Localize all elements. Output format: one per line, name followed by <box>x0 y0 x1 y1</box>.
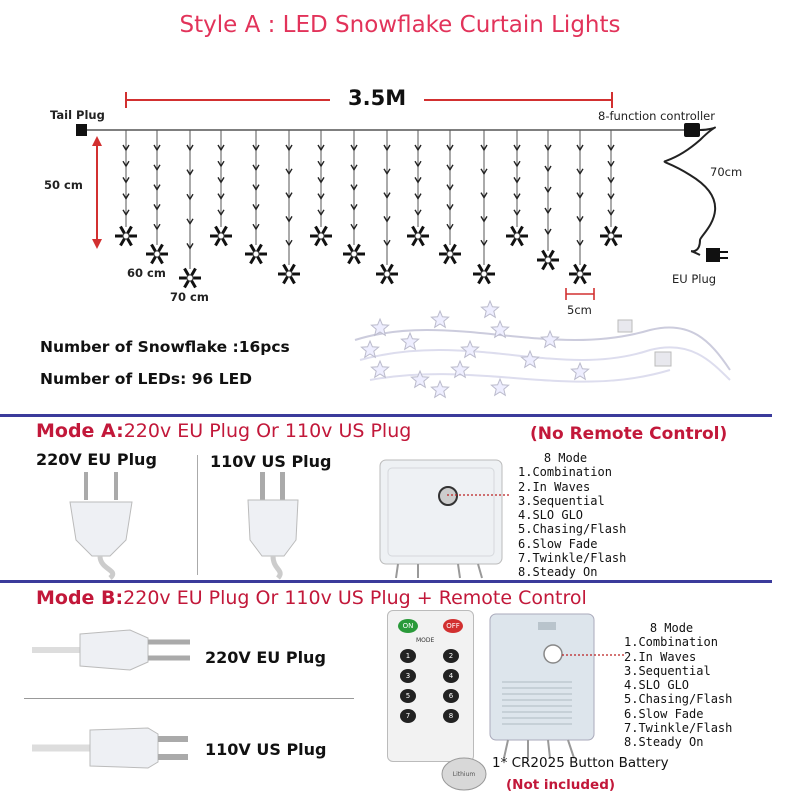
mode-b-item: 5.Chasing/Flash <box>624 692 733 707</box>
remote-key: 7 <box>400 709 416 723</box>
mode-b-eu-label: 220V EU Plug <box>205 648 326 667</box>
snowflake-icon <box>506 226 528 245</box>
mode-a-list-heading: 8 Mode <box>543 451 588 465</box>
remote-key: 1 <box>400 649 416 663</box>
mode-b-item: 3.Sequential <box>624 663 711 678</box>
remote-key: 5 <box>400 689 416 703</box>
star-light-icon <box>371 361 388 377</box>
star-light-icon <box>541 331 558 347</box>
star-light-icon <box>401 333 418 349</box>
mode-b-title <box>36 587 587 609</box>
short-drop-label: 60 cm <box>127 266 166 280</box>
snowflake-icon <box>210 226 232 245</box>
mode-b-item: 2.In Waves <box>624 649 697 664</box>
cable-length-label: 70cm <box>710 165 743 179</box>
battery-note: (Not included) <box>506 777 616 793</box>
star-light-icon <box>361 341 378 357</box>
mode-b-item: 7.Twinkle/Flash <box>624 721 733 736</box>
snowflake-icon <box>376 264 398 283</box>
snowflake-icon <box>439 244 461 263</box>
mode-b-us-plug-image <box>30 718 200 778</box>
snowflake-icon <box>310 226 332 245</box>
mode-a-prefix: Mode A: <box>36 420 124 442</box>
remote-key: 8 <box>443 709 459 723</box>
mode-a-controller-image <box>378 458 508 580</box>
snowflake-icon <box>600 226 622 245</box>
page-title: Style A : LED Snowflake Curtain Lights <box>179 12 621 38</box>
mode-a-us-label: 110V US Plug <box>210 452 332 471</box>
mode-a-item: 5.Chasing/Flash <box>518 522 627 537</box>
mode-b-rest: 220v EU Plug Or 110v US Plug + Remote Control <box>123 587 587 609</box>
remote-key: 6 <box>443 689 459 703</box>
star-light-icon <box>571 363 588 379</box>
separator-1 <box>0 414 772 417</box>
separator-2 <box>0 580 772 583</box>
mode-a-eu-plug-image <box>60 470 160 580</box>
spacing-label: 5cm <box>567 303 592 317</box>
mode-b-item: 8.Steady On <box>624 735 704 750</box>
eu-plug-icon <box>706 248 720 262</box>
mode-b-divider <box>24 698 354 699</box>
remote-key: 2 <box>443 649 459 663</box>
mode-a-item: 4.SLO GLO <box>518 508 584 523</box>
mode-a-item: 8.Steady On <box>518 565 598 580</box>
drop-height-label: 50 cm <box>44 178 83 192</box>
battery-image <box>440 752 488 792</box>
snowflake-icon <box>537 250 559 269</box>
mode-b-item: 6.Slow Fade <box>624 706 704 721</box>
mode-a-item: 1.Combination <box>518 465 612 480</box>
mode-b-controller-image <box>488 612 598 762</box>
remote-key: 3 <box>400 669 416 683</box>
snowflake-icon <box>179 268 201 287</box>
snowflake-icon <box>473 264 495 283</box>
mode-a-item: 6.Slow Fade <box>518 536 598 551</box>
star-light-icon <box>431 311 448 327</box>
mode-b-item: 4.SLO GLO <box>624 678 690 693</box>
length-label: 3.5M <box>330 86 424 110</box>
led-count: Number of LEDs: 96 LED <box>40 370 253 388</box>
mode-a-pointer <box>445 487 515 503</box>
mode-b-eu-plug-image <box>30 622 200 682</box>
remote-mode-label: MODE <box>416 637 435 644</box>
snowflake-icon <box>245 244 267 263</box>
snowflake-icon <box>407 226 429 245</box>
mode-a-list <box>518 451 626 580</box>
mode-a-rest: 220v EU Plug Or 110v US Plug <box>123 420 412 442</box>
mode-a-title <box>36 420 411 442</box>
snowflake-count: Number of Snowflake :16pcs <box>40 338 290 356</box>
tail-plug-icon <box>76 124 87 136</box>
mode-b-item: 1.Combination <box>624 635 718 650</box>
mode-a-item: 2.In Waves <box>518 479 591 494</box>
mode-a-item: 7.Twinkle/Flash <box>518 551 627 566</box>
controller-icon <box>684 123 700 137</box>
remote-off-button: OFF <box>443 619 463 633</box>
product-photo <box>350 300 740 410</box>
star-light-icon <box>461 341 478 357</box>
controller-label: 8-function controller <box>598 109 715 123</box>
mode-a-item: 3.Sequential <box>518 493 605 508</box>
snowflake-icon <box>146 244 168 263</box>
remote-key: 4 <box>443 669 459 683</box>
mode-b-pointer <box>560 648 628 662</box>
remote-control <box>387 610 474 762</box>
star-light-icon <box>491 379 508 395</box>
eu-plug-label: EU Plug <box>672 272 717 286</box>
mode-a-eu-label: 220V EU Plug <box>36 450 157 469</box>
battery-print: Lithium <box>452 771 476 778</box>
star-light-icon <box>431 381 448 397</box>
star-light-icon <box>481 301 498 317</box>
mode-b-prefix: Mode B: <box>36 587 124 609</box>
mode-a-us-plug-image <box>240 470 320 580</box>
snowflake-icon <box>343 244 365 263</box>
snowflake-icon <box>278 264 300 283</box>
mode-b-us-label: 110V US Plug <box>205 740 327 759</box>
battery-label: 1* CR2025 Button Battery <box>492 755 669 771</box>
star-light-icon <box>521 351 538 367</box>
long-drop-label: 70 cm <box>170 290 209 304</box>
mode-a-note: (No Remote Control) <box>530 424 728 444</box>
snowflake-icon <box>115 226 137 245</box>
snowflake-icon <box>569 264 591 283</box>
remote-on-button: ON <box>398 619 418 633</box>
mode-b-list <box>624 621 732 750</box>
mode-a-divider <box>197 455 198 575</box>
mode-b-list-heading: 8 Mode <box>649 621 694 635</box>
tail-plug-label: Tail Plug <box>50 108 105 122</box>
